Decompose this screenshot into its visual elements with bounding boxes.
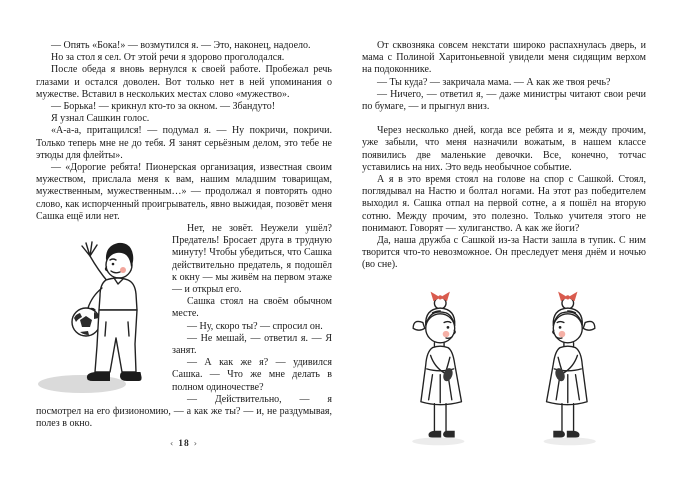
text-paragraph: — Опять «Бока!» — возмутился я. — Это, наконец, надоело.	[51, 40, 311, 51]
text-paragraph: Сашка стоял на своём обычном месте.	[172, 296, 332, 320]
text-paragraph: — Ты куда? — закричала мама. — А как же твоя речь?	[377, 76, 611, 88]
text-paragraph: А я в это время стоял на голове на спор с Сашкой. Стоял, поглядывал на Настю и болтал ногами. На этот раз победителем выходил я. Сашка отпал на первой сотне, а я пошёл на вторую сотню. Между прочим, это полезно. Только учителя этого не понимают. Говорят — хулиганство. А как же йоги?	[362, 174, 646, 234]
text-paragraph: — «Дорогие ребята! Пионерская организация, известная своим мужеством, прислала меня к вам, нашим младшим товарищам, мужественным, мужественным…» — продолжал я повторять одно слово, как испорченный проигрыватель, явно выжидая, позовёт меня Сашка ещё или нет.	[36, 162, 332, 222]
girl-right	[544, 291, 596, 445]
page-number	[36, 431, 332, 450]
text-paragraph: — Действительно, — я посмотрел на его физиономию, — а как же ты? — и, не раздумывая, полез в окно.	[36, 393, 332, 430]
boy-shadow	[38, 375, 126, 393]
text-paragraph: — Ну, скоро ты? — спросил он.	[187, 320, 323, 332]
illustration-two-girls	[377, 280, 631, 452]
text-paragraph: — А как же я? — удивился Сашка. — Что же мне делать в полном одиночестве?	[172, 357, 332, 393]
girl-left	[412, 291, 464, 445]
left-page	[36, 40, 332, 450]
page-ornament-left: ‹	[170, 438, 175, 448]
text-paragraph: — Не мешай, — ответил я. — Я занят.	[172, 332, 332, 357]
text-paragraph: Нет, не зовёт. Неужели ушёл? Предатель! Бросает друга в трудную минуту! Чтобы убедиться, что Сашка действительно предатель, я подошёл к окну — мы живём на первом этаже — и открыл его.	[172, 223, 332, 296]
text-paragraph: От сквозняка совсем некстати широко распахнулась дверь, и мама с Полиной Харитоньевной увидели меня сидящим верхом на подоконнике.	[362, 40, 646, 76]
illustration-boy-waving	[36, 226, 162, 398]
text-paragraph: Да, наша дружба с Сашкой из-за Насти зашла в тупик. С ним творится что-то невозможное. Он преследует меня днём и ночью (во сне).	[362, 235, 646, 271]
text-paragraph: Но за стол я сел. От этой речи я здорово проголодался.	[51, 52, 285, 64]
right-page	[362, 40, 646, 452]
text-paragraph: — Борька! — крикнул кто-то за окном. — Збандуто!	[51, 101, 276, 113]
boy-cheek	[120, 267, 126, 273]
boy-figure	[72, 242, 137, 372]
text-paragraph: Через несколько дней, когда все ребята и я, между прочим, уже забыли, что меня назначили вожатым, в нашем классе появились две маленькие девочки. Все, конечно, тотчас уставились на них. Это ведь необычное событие.	[362, 125, 646, 173]
text-paragraph: После обеда я вновь вернулся к своей работе. Пробежал речь глазами и остался доволен. Вот только нет в ней упоминания о мужестве. Вставил в нескольких местах слово «мужество».	[36, 64, 332, 100]
text-paragraph: — Ничего, — ответил я, — даже министры читают свои речи по бумаге, — и прыгнул вниз.	[362, 88, 646, 113]
page-ornament-right: ›	[193, 438, 198, 448]
text-paragraph: Я узнал Сашкин голос.	[51, 113, 150, 125]
text-paragraph: «А-а-а, притащился! — подумал я. — Ну покричи, покричи. Только теперь мне не до тебя. Я занят серьёзным делом, это тебе не этюды для флейты».	[36, 125, 332, 161]
page-number-value: 18	[178, 438, 190, 449]
